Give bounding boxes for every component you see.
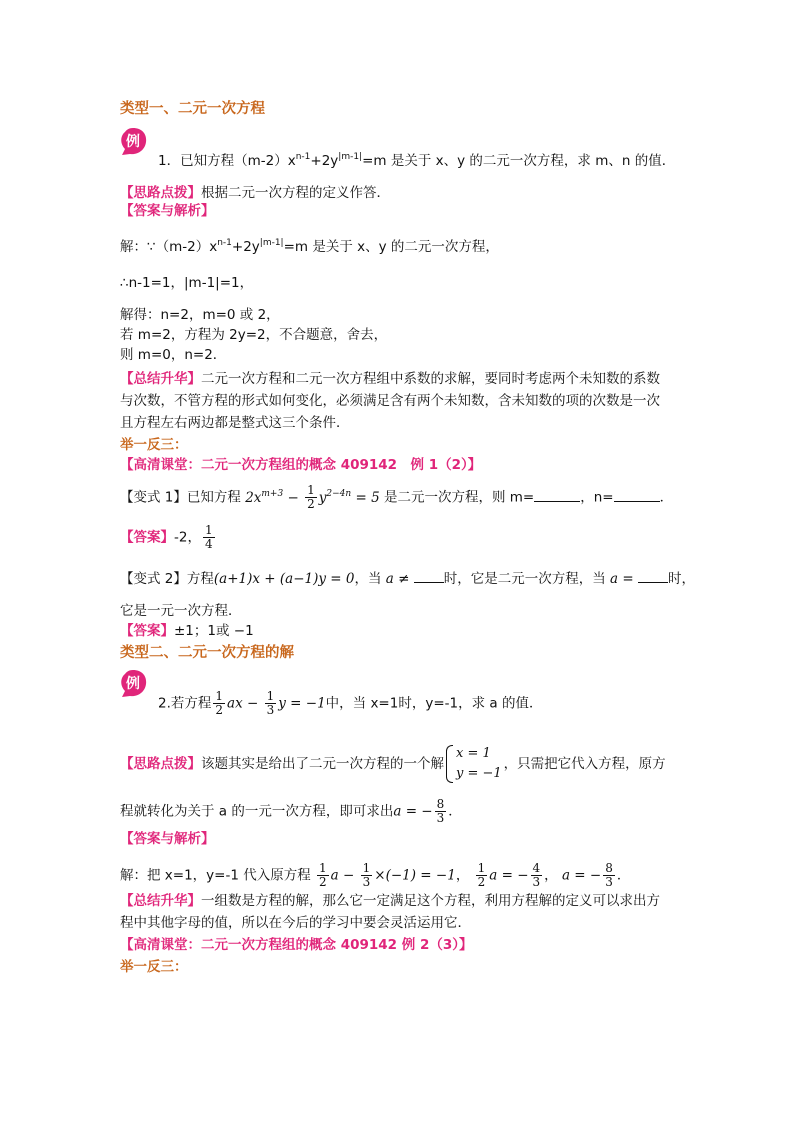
hint-tag: 【思路点拨】	[120, 185, 201, 201]
example-badge-icon	[118, 126, 148, 156]
solution-line-5: 则 m=0，n=2．	[120, 347, 227, 363]
example-badge-text: 例	[126, 134, 140, 150]
variant-1: 【变式 1】已知方程 $2x^{m+3}$ − $\frac{1}{2}$ $y^{2-4n} = 5$ 是二元一次方程，则 m= ，n= ．	[120, 483, 674, 511]
answer-1: 【答案】-2， $\frac{1}{4}$	[120, 523, 213, 551]
summary-tag: 【总结升华】	[120, 371, 201, 387]
answer-tag-1: 【答案与解析】	[120, 203, 215, 219]
variant-2-line-2: 它是一元一次方程．	[120, 603, 242, 619]
problem-2: 2.若方程 $\frac{1}{2}$ ax − $\frac{1}{3}$ y = −1中，当 x=1时，y=-1，求 a 的值．	[158, 689, 543, 717]
summary-1-line-1: 【总结升华】二元一次方程和二元一次方程组中系数的求解，要同时考虑两个未知数的系数	[120, 371, 660, 387]
section2-title: 类型二、二元一次方程的解	[120, 645, 294, 661]
solution-line-3: 解得：n=2，m=0 或 2，	[120, 307, 280, 323]
solution-line-2: ∴n-1=1，|m-1|=1，	[120, 275, 254, 291]
example-badge-icon	[118, 668, 148, 698]
answer-2: 【答案】±1；1或 −1	[120, 623, 254, 639]
summary-2-line-2: 程中其他字母的值，所以在今后的学习中要会灵活运用它．	[120, 915, 471, 931]
practice-label-1: 举一反三：	[120, 437, 188, 453]
solution-system: x = 1 y = −1	[446, 744, 502, 784]
problem-1: 1．已知方程$(m-2)x^{n-1}+2y^{|m-1|}=m$ 是关于 x、y 的二元一次方程，求 m、n 的值．	[158, 152, 676, 169]
section1-title: 类型一、二元一次方程	[120, 101, 265, 117]
summary-1-line-2: 与次数，不管方程的形式如何变化，必须满足含有两个未知数，含未知数的项的次数是一次	[120, 393, 660, 409]
answer-tag-2: 【答案与解析】	[120, 831, 215, 847]
example-badge-text: 例	[126, 676, 140, 692]
practice-label-2: 举一反三：	[120, 959, 188, 975]
hint-2: 【思路点拨】该题其实是给出了二元一次方程的一个解 x = 1 y = −1 ，只需把它代入方程，原方	[120, 744, 666, 784]
summary-1-line-3: 且方程左右两边都是整式这三个条件．	[120, 415, 350, 431]
hint-2-line-2: 程就转化为关于 a 的一元一次方程，即可求出a = − $\frac{8}{3}$ ．	[120, 797, 462, 825]
solution-line-1: 解：$\because(m-2)x^{n-1}+2y^{|m-1|}=m$ 是关于 x、y 的二元一次方程，	[120, 238, 499, 255]
solution-line-4: 若 m=2，方程为 2y=2，不合题意，舍去，	[120, 327, 388, 343]
variant-2: 【变式 2】方程(a+1)x + (a−1)y = 0，当 a ≠ 时，它是二元一次方程，当 a = 时，	[120, 571, 695, 587]
course-label-2: 【高清课堂：二元一次方程组的概念 409142 例 2（3）】	[120, 937, 473, 953]
hint-1: 【思路点拨】根据二元一次方程的定义作答．	[120, 185, 390, 201]
summary-2-line-1: 【总结升华】一组数是方程的解，那么它一定满足这个方程，利用方程解的定义可以求出方	[120, 893, 660, 909]
solution-2: 解：把 x=1，y=-1 代入原方程 $\frac{1}{2}$ a − $\frac{1}{3}$ ×(−1) = −1， $\frac{1}{2}$ a = − $\frac{4}{3}$ ， a = − $\frac{8}{3}$ ．	[120, 861, 631, 889]
course-label-1: 【高清课堂：二元一次方程组的概念 409142 例 1（2）】	[120, 457, 482, 473]
